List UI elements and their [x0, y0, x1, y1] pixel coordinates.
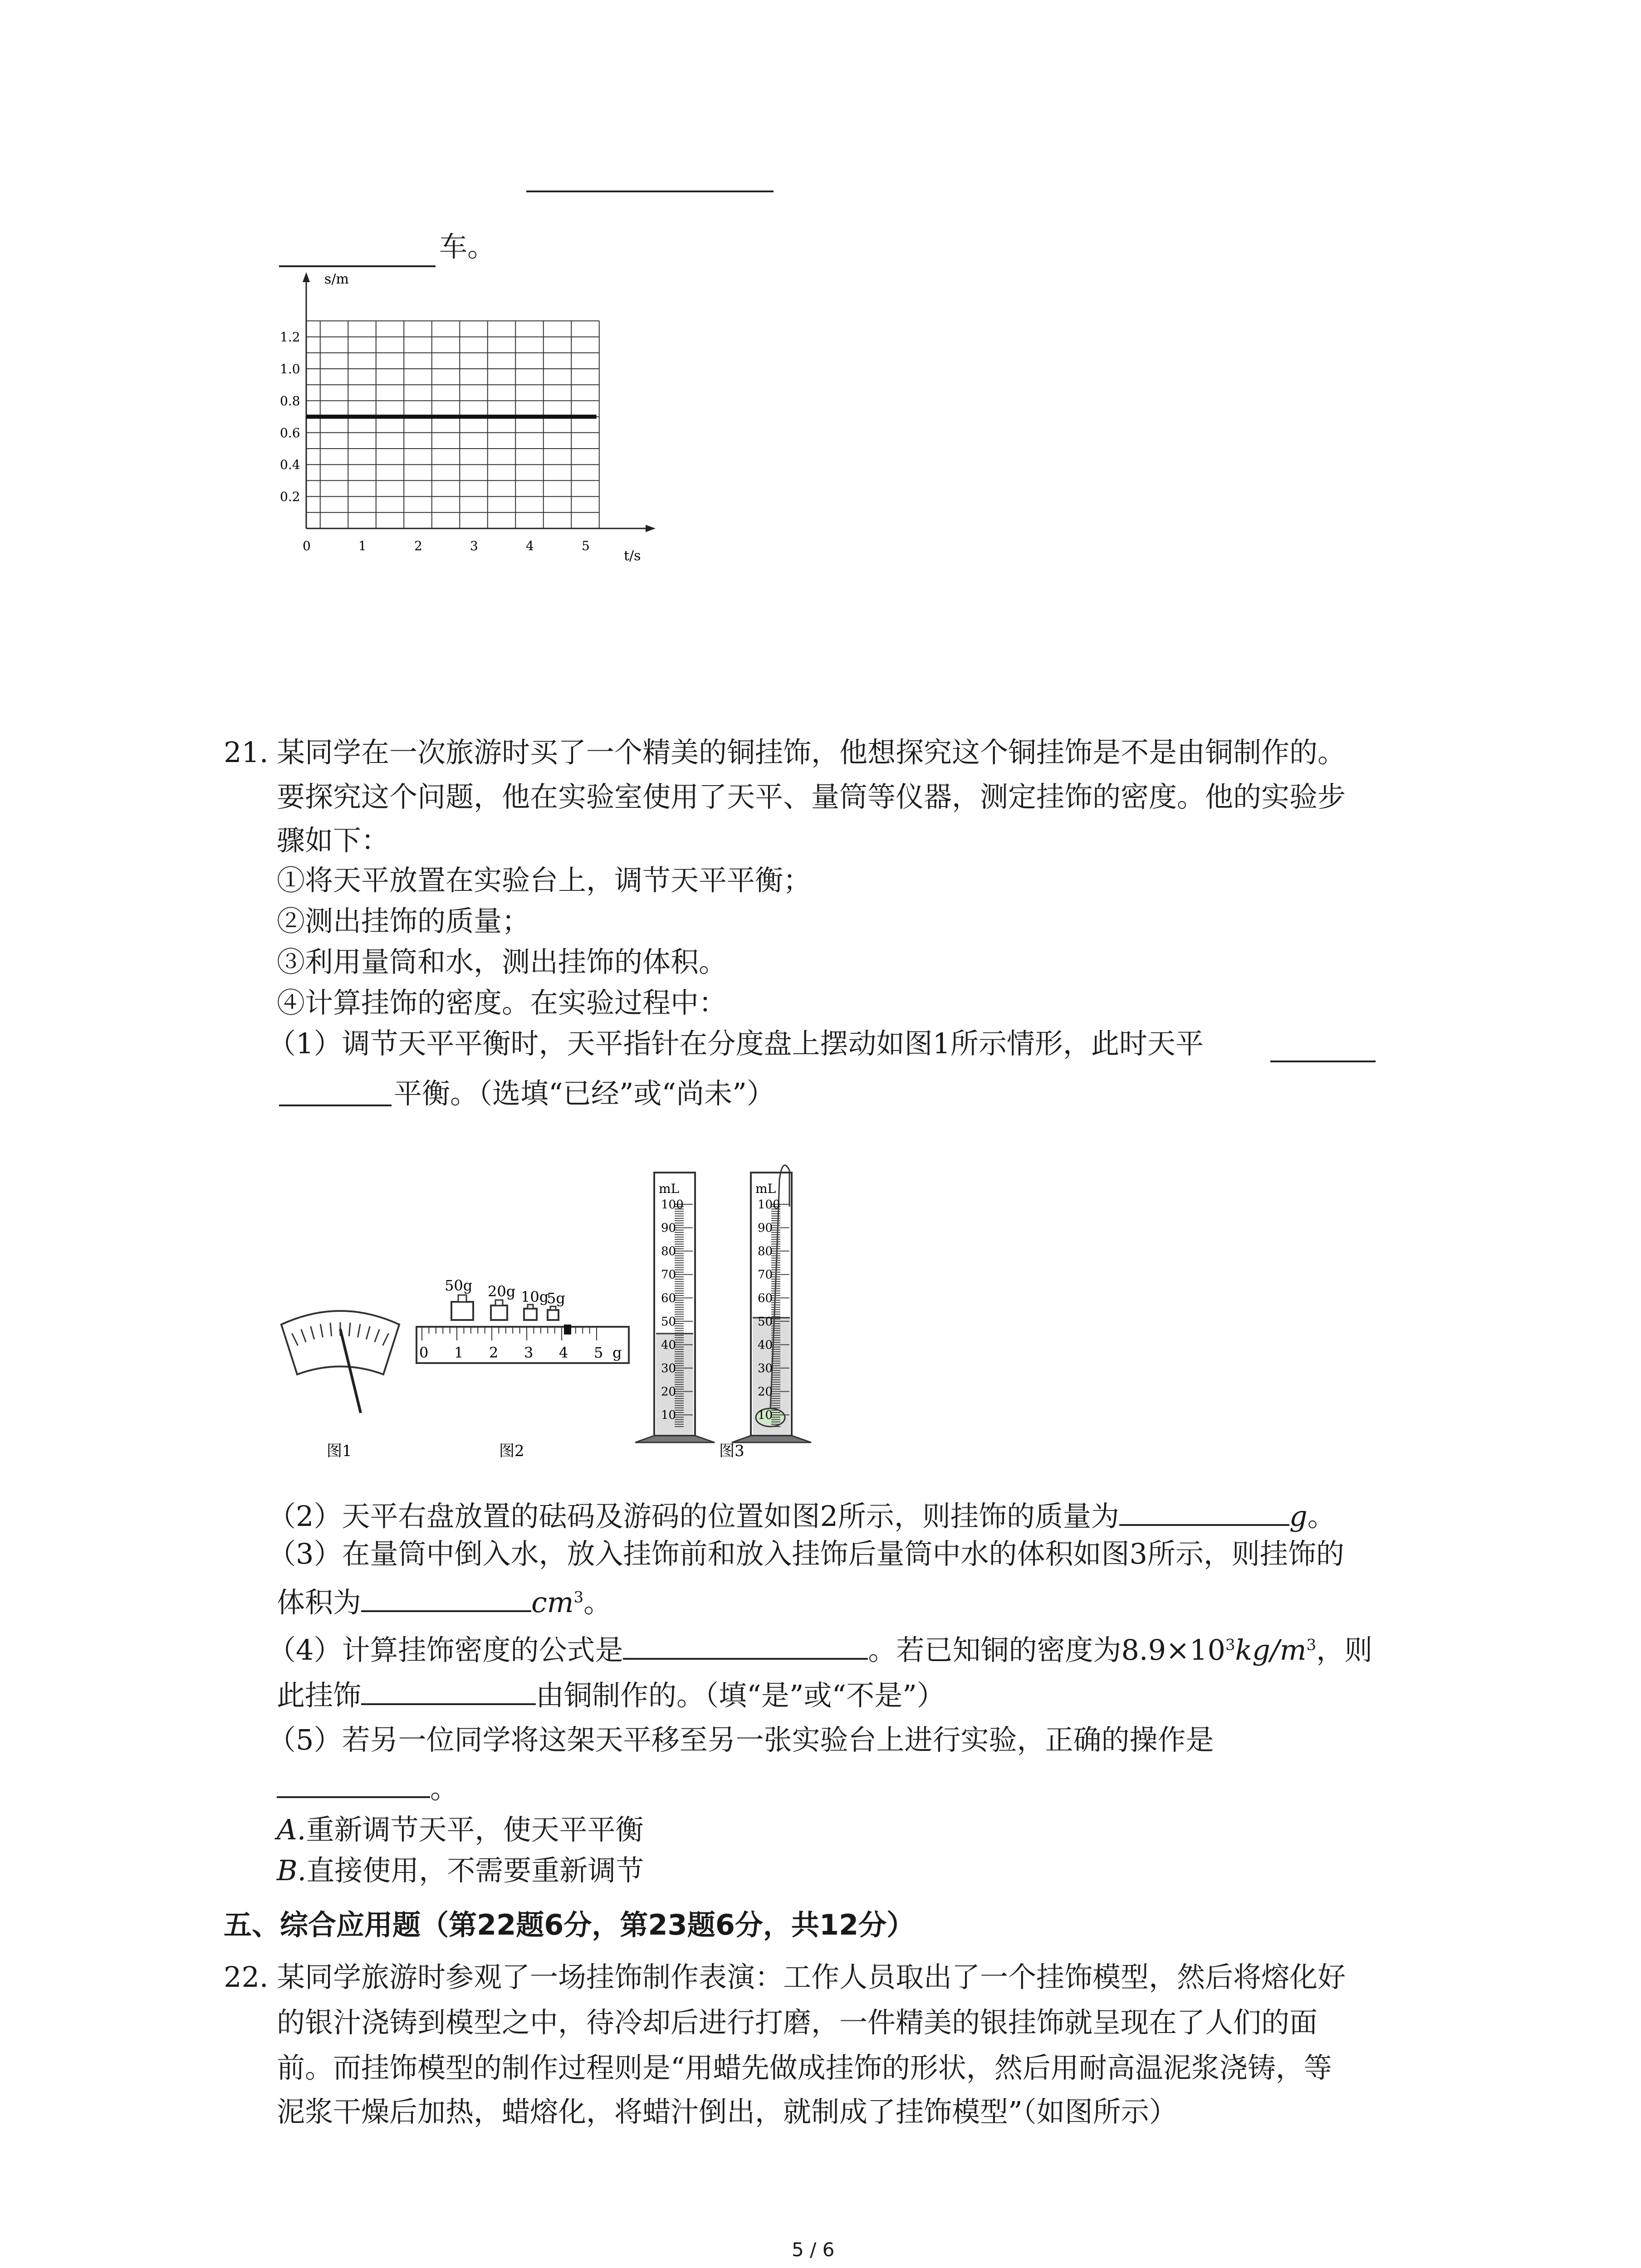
q21-part4-unit: kg/m: [1235, 1633, 1307, 1667]
option-a-text: 重新调节天平，使天平平衡: [306, 1813, 644, 1846]
q21-step3: ③利用量筒和水，测出挂饰的体积。: [277, 945, 727, 978]
q21-part4-text: （4）计算挂饰密度的公式是: [268, 1633, 623, 1667]
option-a[interactable]: [277, 1813, 644, 1846]
q22-line4: 泥浆干燥后加热，蜡熔化，将蜡汁倒出，就制成了挂饰模型”（如图所示）: [277, 2095, 1177, 2128]
fig3-label: 图3: [719, 1442, 745, 1460]
answer-blank[interactable]: [279, 1105, 392, 1106]
q21-part2-text: （2）天平右盘放置的砝码及游码的位置如图2所示，则挂饰的质量为: [268, 1500, 1119, 1533]
weights-figure: [445, 1277, 565, 1320]
answer-blank[interactable]: [1270, 1061, 1376, 1062]
cylinder-tick-label: 30: [758, 1362, 773, 1376]
section-title: 五、综合应用题（第22题6分，第23题6分，共12分）: [224, 1908, 915, 1941]
q21-part4a: [268, 1633, 1373, 1667]
cylinder-before: [635, 1173, 715, 1442]
ruler-3: 3: [524, 1344, 534, 1361]
experiment-figures: [272, 1152, 817, 1470]
x-tick-label: 2: [414, 538, 422, 553]
cylinder-tick-label: 90: [661, 1221, 676, 1235]
q21-part3a: （3）在量筒中倒入水，放入挂饰前和放入挂饰后量筒中水的体积如图3所示，则挂饰的: [268, 1537, 1344, 1570]
q21-part2: [268, 1500, 1336, 1533]
page-number: 5 / 6: [792, 2239, 835, 2261]
q21-part3-unit: cm: [531, 1586, 574, 1619]
cylinder-tick-label: 30: [661, 1362, 676, 1376]
x-tick-label: 1: [358, 538, 367, 553]
q21-step2: ②测出挂饰的质量；: [277, 904, 530, 938]
q21-part4-text3: ，则: [1316, 1633, 1373, 1667]
graph-ylabel: s/m: [324, 271, 349, 287]
weight-20g: 20g: [488, 1283, 516, 1300]
q21-part5b: [277, 1774, 458, 1803]
fig2-label: 图2: [499, 1442, 524, 1460]
q21-part4-sup1: 3: [1225, 1636, 1235, 1654]
st-graph: [272, 268, 662, 576]
q21-part4-text2: 。若已知铜的密度为8.9×10: [868, 1633, 1225, 1667]
ruler-unit: g: [612, 1344, 622, 1361]
cylinder-tick-label: 40: [661, 1338, 676, 1352]
q22-number: 22.: [224, 1960, 269, 1994]
cylinder-tick-label: 80: [661, 1245, 676, 1259]
y-tick-label: 0.8: [280, 393, 300, 409]
ruler-4: 4: [559, 1344, 568, 1361]
cylinder-tick-label: 50: [661, 1315, 676, 1329]
cylinder-tick-label: 50: [758, 1315, 773, 1329]
weight-5g: 5g: [547, 1290, 565, 1307]
q21-part1a: （1）调节天平平衡时，天平指针在分度盘上摆动如图1所示情形，此时天平: [268, 1027, 1204, 1060]
y-tick-label: 0.4: [280, 457, 300, 473]
q21-step4: ④计算挂饰的密度。在实验过程中：: [277, 986, 727, 1019]
x-axis-arrow: [646, 525, 656, 532]
option-b-text: 直接使用，不需要重新调节: [306, 1854, 644, 1887]
q21-part4b: [277, 1681, 945, 1710]
x-tick-label: 4: [526, 538, 534, 553]
q21-part3-sup: 3: [573, 1588, 584, 1607]
y-tick-label: 0.6: [280, 425, 300, 440]
cylinder-after: [732, 1165, 811, 1442]
q21-line3: 骤如下：: [277, 824, 390, 857]
x-tick-label: 0: [303, 538, 311, 553]
weight-50g: 50g: [445, 1277, 473, 1294]
q21-part2-end: 。: [1307, 1500, 1336, 1533]
q21-part3b: [277, 1588, 612, 1617]
q21-part5a: （5）若另一位同学将这架天平移至另一张实验台上进行实验，正确的操作是: [268, 1723, 1214, 1756]
cylinder-tick-label: 40: [758, 1338, 773, 1352]
cylinder-unit-2: mL: [755, 1181, 776, 1196]
q21-part4-text4: 此挂饰: [277, 1679, 362, 1712]
y-axis-arrow: [303, 272, 310, 282]
q21-part2-unit: g: [1289, 1500, 1308, 1533]
q21-part3-text: 体积为: [277, 1586, 362, 1619]
ruler-0: 0: [419, 1344, 429, 1361]
q21-part4-sup2: 3: [1306, 1636, 1317, 1654]
cylinder-tick-label: 100: [661, 1198, 684, 1212]
q22-line3: 前。而挂饰模型的制作过程则是“用蜡先做成挂饰的形状，然后用耐高温泥浆浇铸，等: [277, 2051, 1332, 2084]
cylinder-unit: mL: [659, 1181, 680, 1196]
q21-part1b: 平衡。（选填“已经”或“尚未”）: [394, 1077, 775, 1110]
cylinder-tick-label: 20: [758, 1385, 773, 1399]
q22-line2: 的银汁浇铸到模型之中，待冷却后进行打磨，一件精美的银挂饰就呈现在了人们的面: [277, 2006, 1318, 2039]
cylinder-tick-label: 70: [661, 1268, 676, 1282]
cylinder-tick-label: 60: [758, 1291, 773, 1305]
top-suffix: 车。: [439, 230, 496, 263]
answer-blank[interactable]: [279, 265, 436, 267]
cylinder-tick-label: 80: [758, 1245, 773, 1259]
cylinder-tick-label: 10: [758, 1408, 773, 1422]
q21-part4-text5: 由铜制作的。（填“是”或“不是”）: [536, 1679, 945, 1712]
x-tick-label: 3: [470, 538, 478, 553]
graph-xlabel: t/s: [624, 548, 641, 564]
y-tick-label: 1.0: [280, 362, 300, 376]
dial-figure: [281, 1311, 399, 1413]
cylinder-tick-label: 10: [661, 1408, 676, 1422]
q21-line1: 某同学在一次旅游时买了一个精美的铜挂饰，他想探究这个铜挂饰是不是由铜制作的。: [277, 736, 1346, 769]
q21-number: 21.: [224, 736, 269, 769]
q21-part3-end: 。: [583, 1586, 612, 1619]
q22-line1: 某同学旅游时参观了一场挂饰制作表演：工作人员取出了一个挂饰模型，然后将熔化好: [277, 1960, 1346, 1994]
option-b-label: B.: [277, 1854, 307, 1887]
answer-blank[interactable]: [361, 1588, 531, 1612]
y-tick-label: 1.2: [280, 329, 300, 345]
q21-line2: 要探究这个问题，他在实验室使用了天平、量筒等仪器，测定挂饰的密度。他的实验步: [277, 780, 1346, 813]
ruler-figure: [416, 1325, 629, 1363]
answer-blank[interactable]: [1119, 1501, 1289, 1526]
answer-blank[interactable]: [361, 1681, 536, 1705]
cylinder-tick-label: 20: [661, 1385, 676, 1399]
answer-blank[interactable]: [526, 191, 774, 192]
option-a-label: A.: [277, 1813, 306, 1846]
y-tick-label: 0.2: [280, 489, 300, 504]
cylinder-tick-label: 60: [661, 1291, 676, 1305]
answer-blank[interactable]: [623, 1635, 868, 1660]
x-tick-label: 5: [582, 538, 590, 553]
q21-part5-end: 。: [430, 1772, 459, 1805]
ruler-1: 1: [454, 1344, 464, 1361]
ruler-2: 2: [489, 1344, 499, 1361]
cylinder-tick-label: 70: [758, 1268, 773, 1282]
fig1-label: 图1: [327, 1442, 352, 1460]
option-b[interactable]: [277, 1854, 644, 1887]
cylinder-tick-label: 90: [758, 1221, 773, 1235]
weight-10g: 10g: [521, 1288, 549, 1305]
cylinder-tick-label: 100: [758, 1198, 780, 1212]
answer-blank[interactable]: [277, 1774, 430, 1798]
q21-step1: ①将天平放置在实验台上，调节天平平衡；: [277, 864, 812, 897]
ruler-5: 5: [594, 1344, 603, 1361]
